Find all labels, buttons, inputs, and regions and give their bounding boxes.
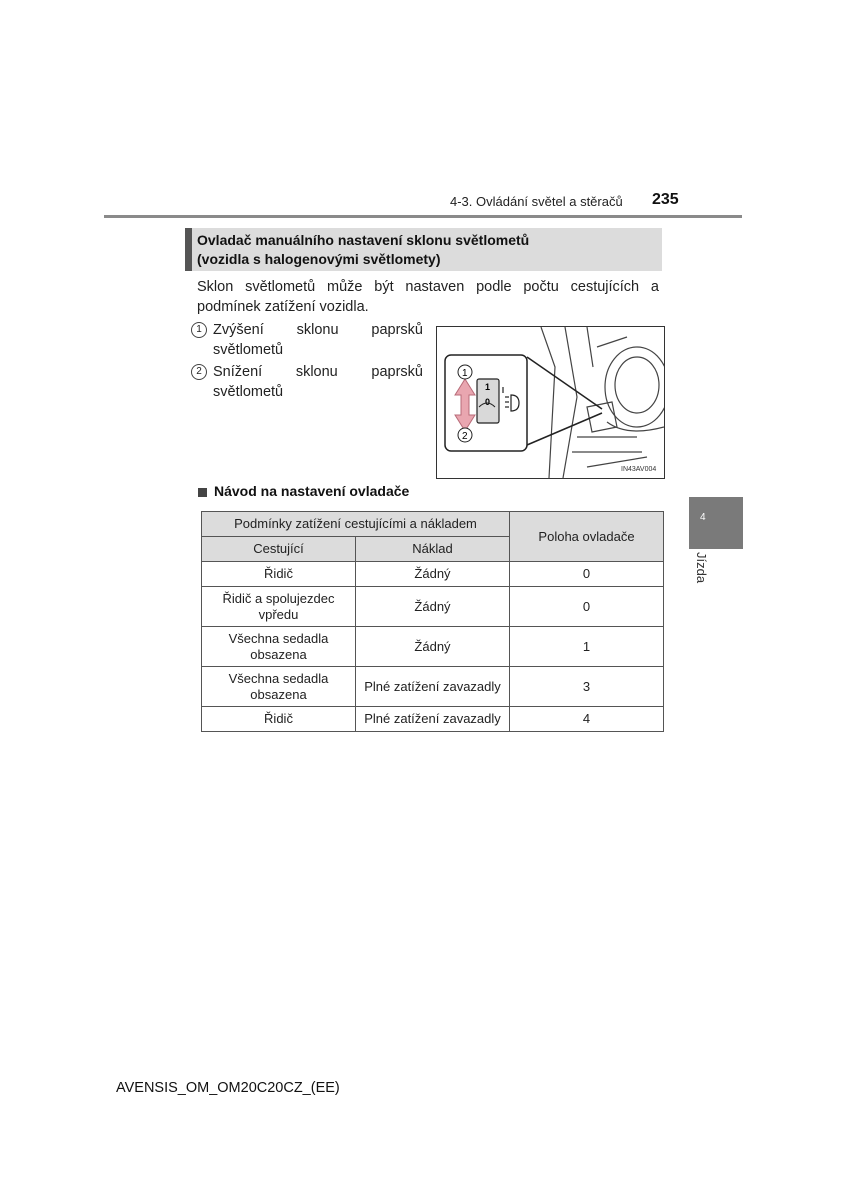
chapter-tab-label: Jízda [694,552,709,584]
cell-passengers: Řidič [202,707,356,732]
cell-position: 1 [510,627,664,667]
cell-position: 0 [510,562,664,587]
cell-load: Plné zatížení zavazadly [356,667,510,707]
chapter-tab [689,497,743,549]
marker-1-label: 1 [462,368,468,379]
table-header-position: Poloha ovladače [510,512,664,562]
header-rule [104,215,742,218]
table-row [202,707,664,732]
table-group-header: Podmínky zatížení cestujícími a nákladem [202,512,510,537]
table-row [202,562,664,587]
table-header-passengers: Cestující [202,537,356,562]
subheading: Návod na nastavení ovladače [214,483,410,499]
footer-code: AVENSIS_OM_OM20C20CZ_(EE) [116,1080,340,1096]
chapter-tab-number: 4 [700,512,706,523]
running-header-section: 4-3. Ovládání světel a stěračů [450,194,623,209]
dial-mark-mid: 0 [485,397,491,407]
subheading-bullet-icon [198,488,207,497]
dial-mark-top: 1 [485,382,491,392]
figure-illustration [437,327,664,478]
marker-2-label: 2 [462,431,468,442]
section-title [197,231,529,269]
cell-load: Plné zatížení zavazadly [356,707,510,732]
section-heading-bar [185,228,192,271]
item-text-1: Zvýšení sklonu paprsků světlometů [213,322,423,358]
cell-load: Žádný [356,562,510,587]
cell-passengers: Řidič [202,562,356,587]
item-number-1: 1 [191,322,207,338]
cell-passengers: Všechna sedadla obsazena [202,627,356,667]
item-number-2: 2 [191,364,207,380]
cell-passengers: Řidič a spolujezdec vpředu [202,587,356,627]
cell-position: 4 [510,707,664,732]
cell-load: Žádný [356,627,510,667]
cell-position: 3 [510,667,664,707]
table-row [202,587,664,627]
intro-paragraph: Sklon světlometů může být nastaven podle počtu cestujících a podmínek zatížení vozidla. [197,279,659,315]
table-row [202,627,664,667]
cell-passengers: Všechna sedadla obsazena [202,667,356,707]
section-title-line1: Ovladač manuálního nastavení sklonu světlometů [197,232,530,248]
page-number: 235 [652,191,679,208]
headlight-leveling-figure [436,326,665,479]
table-row [202,667,664,707]
item-text-2: Snížení sklonu paprsků světlometů [213,364,423,400]
section-title-line2: (vozidla s halogenovými světlomety) [197,251,441,267]
figure-code: IN43AV004 [621,466,657,473]
adjustment-table [201,511,664,732]
table-header-load: Náklad [356,537,510,562]
cell-load: Žádný [356,587,510,627]
cell-position: 0 [510,587,664,627]
